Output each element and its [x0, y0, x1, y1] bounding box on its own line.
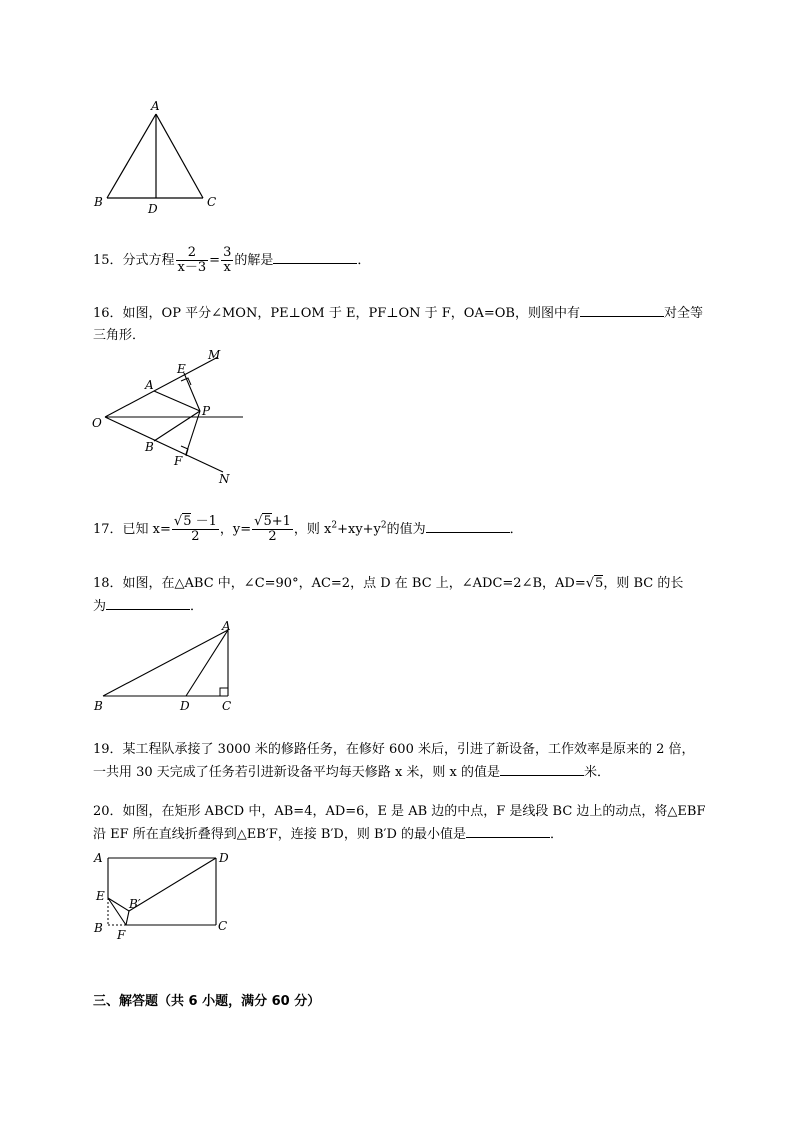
- q15-frac2-numerator: 3: [223, 245, 232, 260]
- q17-x-radicand: 5: [183, 514, 192, 529]
- question-20: [93, 801, 706, 846]
- q19-line-2: [93, 761, 695, 784]
- q20-answer-blank[interactable]: [466, 823, 550, 838]
- q16-line-2: 三角形．: [93, 328, 146, 343]
- q15-frac2-denominator: x: [223, 260, 231, 275]
- q17-x-rest: －1: [191, 514, 217, 529]
- q17-y-fraction: [252, 515, 293, 544]
- q18-end: ．: [190, 599, 204, 614]
- q18-text-a: 18．如图，在△ABC 中，∠C=90°，AC=2，点 D 在 BC 上，∠ADC=2∠B，AD=: [93, 576, 586, 591]
- figure-right-triangle-abc: [88, 618, 248, 714]
- q15-frac1-denominator: x－3: [177, 260, 207, 275]
- q17-expr-b: +xy+y: [337, 522, 381, 537]
- q17-x-denominator: 2: [191, 529, 200, 544]
- q20-line-1: 20．如图，在矩形 ABCD 中，AB=4，AD=6，E 是 AB 边的中点，F 是线段 BC 边上的动点，将△EBF: [93, 804, 706, 819]
- label-m: M: [208, 348, 221, 362]
- label-d: D: [148, 202, 158, 216]
- q15-prefix: 15．分式方程: [93, 253, 175, 268]
- question-19: [93, 739, 695, 784]
- q16-line-1: [93, 302, 703, 325]
- label-d: D: [219, 851, 229, 865]
- q18-line2-text: 为: [93, 599, 107, 614]
- label-b: B: [145, 440, 154, 454]
- q15-fraction-1: [176, 246, 209, 275]
- q20-line2-text: 沿 EF 所在直线折叠得到△EB′F，连接 B′D，则 B′D 的最小值是: [93, 827, 467, 842]
- label-p: P: [202, 404, 211, 418]
- q17-expr-c: 的值为: [386, 522, 426, 537]
- label-a: A: [145, 378, 154, 392]
- label-e: E: [96, 889, 105, 903]
- q19-answer-blank[interactable]: [500, 761, 584, 776]
- q18-line-2: [93, 595, 683, 618]
- label-c: C: [222, 699, 232, 713]
- q17-x-numerator: √5 －1: [173, 514, 217, 529]
- q16-text: 16．如图，OP 平分∠MON，PE⊥OM 于 E，PF⊥ON 于 F，OA=OB，则图中有: [93, 306, 580, 321]
- q17-x-fraction: [172, 515, 219, 544]
- figure-angle-bisector: [88, 345, 248, 487]
- q18-text-b: ，则 BC 的长: [603, 576, 684, 591]
- section-3-heading: 三、解答题（共 6 小题，满分 60 分）: [93, 994, 321, 1009]
- q15-fraction-2: [221, 246, 233, 275]
- question-15: [93, 246, 370, 275]
- q16-line1-end: 对全等: [663, 306, 703, 321]
- q17-end: ．: [509, 522, 523, 537]
- label-n: N: [219, 472, 230, 486]
- figure-rectangle-fold: [88, 848, 238, 944]
- q16-answer-blank[interactable]: [580, 302, 664, 317]
- label-o: O: [92, 416, 102, 430]
- q17-answer-blank[interactable]: [426, 518, 510, 533]
- question-16: [93, 302, 703, 347]
- q15-equals: =: [209, 253, 221, 268]
- question-18: [93, 573, 683, 618]
- label-c: C: [207, 195, 217, 209]
- label-d: D: [180, 699, 190, 713]
- q17-prefix: 17．已知 x=: [93, 522, 171, 537]
- q20-end: ．: [550, 827, 564, 842]
- q15-suffix: 的解是: [234, 253, 274, 268]
- label-b-prime: B′: [129, 897, 141, 911]
- label-a: A: [151, 99, 160, 113]
- question-17: 17．已知 x= $\frac{√5 -1}{2}$ ，y= $\frac{√5+1}{2}$ ，则 $x^2+xy+y^2$的值为 ．: [93, 514, 523, 544]
- label-b: B: [94, 699, 103, 713]
- label-a: A: [222, 619, 231, 633]
- q15-answer-blank[interactable]: [273, 249, 357, 264]
- q19-line2-text: 一共用 30 天完成了任务若引进新设备平均每天修路 x 米，则 x 的值是: [93, 765, 500, 780]
- q17-y-radicand: 5: [263, 514, 272, 529]
- q15-frac1-numerator: 2: [176, 246, 209, 261]
- q19-line2-end: 米．: [584, 765, 611, 780]
- q17-expr-a: ，则 x: [293, 522, 332, 537]
- label-c: C: [218, 919, 228, 933]
- label-f: F: [174, 454, 183, 468]
- q18-line-1: 18．如图，在△ABC 中，∠C=90°，AC=2，点 D 在 BC 上，∠ADC=2∠B，AD=√5，则 BC 的长: [93, 576, 684, 591]
- label-a: A: [94, 851, 103, 865]
- q18-answer-blank[interactable]: [106, 595, 190, 610]
- q17-mid: ，y=: [219, 522, 252, 537]
- label-b: B: [94, 195, 103, 209]
- q17-y-numerator: √5+1: [254, 514, 291, 529]
- label-f: F: [117, 928, 126, 942]
- q15-end: ．: [357, 253, 371, 268]
- label-e: E: [177, 362, 186, 376]
- figure-triangle-abc-altitude: [90, 96, 230, 218]
- q19-line-1: 19．某工程队承接了 3000 米的修路任务，在修好 600 米后，引进了新设备，工作效率是原来的 2 倍，: [93, 742, 695, 757]
- q17-y-denominator: 2: [268, 529, 277, 544]
- q18-radicand: 5: [595, 576, 604, 591]
- q20-line-2: [93, 823, 706, 846]
- q17-y-rest: +1: [271, 514, 291, 529]
- label-b: B: [94, 921, 103, 935]
